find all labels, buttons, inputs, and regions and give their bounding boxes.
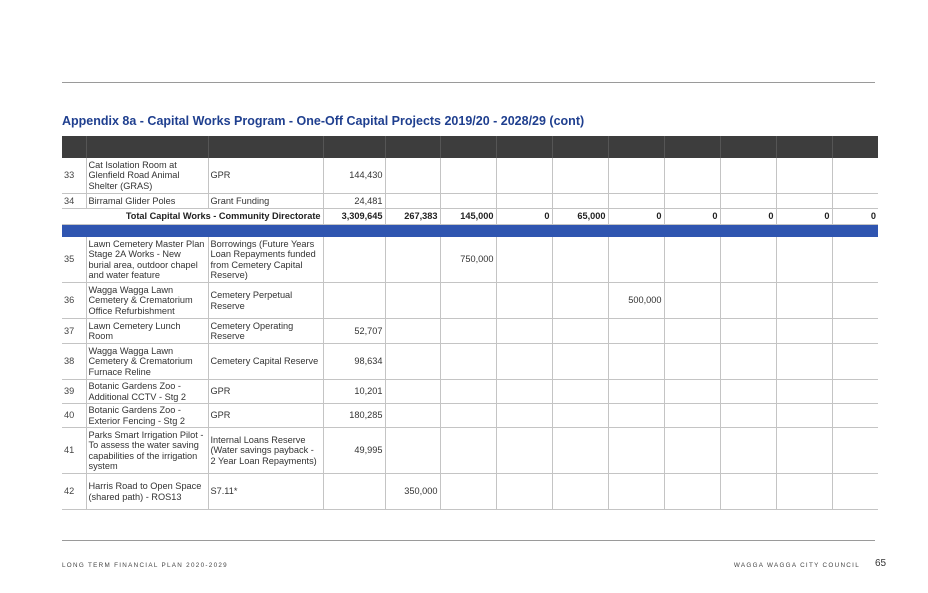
year-value [776, 428, 832, 474]
year-value [720, 194, 776, 209]
year-value [720, 237, 776, 283]
year-value [776, 344, 832, 380]
year-value [832, 158, 878, 194]
table-body [62, 136, 878, 510]
table-header-row [62, 136, 878, 158]
year-value [664, 474, 720, 510]
separator-cell [208, 225, 323, 238]
table-row [62, 158, 878, 194]
year-value [720, 474, 776, 510]
year-value: 750,000 [440, 237, 496, 283]
year-value: 10,201 [323, 380, 385, 404]
year-value [323, 474, 385, 510]
year-value [832, 319, 878, 344]
item-number: 33 [62, 158, 86, 194]
year-value [664, 158, 720, 194]
year-value [385, 344, 440, 380]
project-name: Wagga Wagga Lawn Cemetery & Crematorium Furnace Reline [86, 344, 208, 380]
separator-cell [720, 225, 776, 238]
year-value [664, 319, 720, 344]
funding-source: Grant Funding [208, 194, 323, 209]
year-value [385, 283, 440, 319]
year-value [552, 158, 608, 194]
year-value [496, 380, 552, 404]
year-value [385, 237, 440, 283]
separator-cell [323, 225, 385, 238]
item-number: 36 [62, 283, 86, 319]
year-value [608, 237, 664, 283]
separator-cell [385, 225, 440, 238]
year-value [552, 283, 608, 319]
separator-cell [608, 225, 664, 238]
year-value [720, 428, 776, 474]
year-value [832, 344, 878, 380]
year-value [608, 158, 664, 194]
project-name: Lawn Cemetery Master Plan Stage 2A Works - New burial area, outdoor chapel and water feature [86, 237, 208, 283]
year-value [552, 344, 608, 380]
year-value [720, 319, 776, 344]
item-number: 37 [62, 319, 86, 344]
table-row [62, 344, 878, 380]
year-value [496, 474, 552, 510]
year-value [385, 404, 440, 428]
year-value [323, 283, 385, 319]
year-value: 350,000 [385, 474, 440, 510]
year-value: 52,707 [323, 319, 385, 344]
table-row [62, 319, 878, 344]
year-value [776, 319, 832, 344]
year-value [323, 237, 385, 283]
separator-cell [496, 225, 552, 238]
year-value: 144,430 [323, 158, 385, 194]
project-name: Lawn Cemetery Lunch Room [86, 319, 208, 344]
funding-source: GPR [208, 404, 323, 428]
item-number: 35 [62, 237, 86, 283]
year-value [385, 428, 440, 474]
year-value [496, 344, 552, 380]
year-value [385, 319, 440, 344]
total-value: 0 [720, 209, 776, 225]
year-value [664, 380, 720, 404]
year-value [440, 428, 496, 474]
footer-council-name: WAGGA WAGGA CITY COUNCIL [733, 562, 860, 569]
table-row [62, 380, 878, 404]
year-value [385, 158, 440, 194]
page-title: Appendix 8a - Capital Works Program - One-Off Capital Projects 2019/20 - 2028/29 (cont) [62, 114, 585, 128]
year-value [776, 194, 832, 209]
table-row [62, 428, 878, 474]
year-value [776, 404, 832, 428]
year-value [552, 237, 608, 283]
year-value [832, 237, 878, 283]
project-name: Birramal Glider Poles [86, 194, 208, 209]
capital-works-table [62, 136, 878, 510]
year-value [440, 158, 496, 194]
year-value [832, 283, 878, 319]
year-value [832, 380, 878, 404]
funding-source: Internal Loans Reserve (Water savings payback - 2 Year Loan Repayments) [208, 428, 323, 474]
year-value [720, 283, 776, 319]
year-value [664, 404, 720, 428]
item-number: 42 [62, 474, 86, 510]
project-name: Botanic Gardens Zoo - Additional CCTV - Stg 2 [86, 380, 208, 404]
separator-cell [440, 225, 496, 238]
page-number: 65 [875, 558, 887, 569]
total-value: 0 [608, 209, 664, 225]
project-name: Cat Isolation Room at Glenfield Road Animal Shelter (GRAS) [86, 158, 208, 194]
year-value: 24,481 [323, 194, 385, 209]
year-value [720, 344, 776, 380]
year-value [440, 283, 496, 319]
year-value [608, 344, 664, 380]
year-value [440, 404, 496, 428]
year-value [608, 194, 664, 209]
year-value [440, 194, 496, 209]
year-value [664, 344, 720, 380]
year-value [608, 428, 664, 474]
year-value [720, 380, 776, 404]
total-value: 267,383 [385, 209, 440, 225]
project-name: Harris Road to Open Space (shared path) - ROS13 [86, 474, 208, 510]
item-number: 38 [62, 344, 86, 380]
year-value [664, 283, 720, 319]
total-value: 0 [664, 209, 720, 225]
year-value [776, 158, 832, 194]
year-value [720, 158, 776, 194]
year-value [440, 380, 496, 404]
total-value: 0 [776, 209, 832, 225]
year-value [385, 194, 440, 209]
funding-source: S7.11* [208, 474, 323, 510]
separator-cell [776, 225, 832, 238]
year-value [552, 404, 608, 428]
total-value: 0 [496, 209, 552, 225]
year-value [832, 404, 878, 428]
table-row [62, 283, 878, 319]
item-number: 40 [62, 404, 86, 428]
year-value [664, 237, 720, 283]
item-number: 41 [62, 428, 86, 474]
year-value [385, 380, 440, 404]
year-value [496, 404, 552, 428]
year-value [496, 237, 552, 283]
year-value [496, 319, 552, 344]
year-value [720, 404, 776, 428]
total-value: 145,000 [440, 209, 496, 225]
item-number: 39 [62, 380, 86, 404]
year-value [552, 474, 608, 510]
year-value [496, 194, 552, 209]
total-row [62, 209, 878, 225]
year-value [832, 194, 878, 209]
project-name: Parks Smart Irrigation Pilot - To assess the water saving capabilities of the irrigation system [86, 428, 208, 474]
item-number: 34 [62, 194, 86, 209]
year-value [608, 380, 664, 404]
table-row [62, 194, 878, 209]
year-value: 98,634 [323, 344, 385, 380]
year-value [776, 380, 832, 404]
year-value [664, 194, 720, 209]
separator-cell [86, 225, 208, 238]
funding-source: Cemetery Operating Reserve [208, 319, 323, 344]
year-value [496, 158, 552, 194]
separator-cell [552, 225, 608, 238]
year-value: 49,995 [323, 428, 385, 474]
funding-source: GPR [208, 380, 323, 404]
year-value [552, 319, 608, 344]
separator-cell [664, 225, 720, 238]
separator-cell [832, 225, 878, 238]
table-row [62, 474, 878, 510]
bottom-rule [62, 540, 875, 541]
year-value [552, 428, 608, 474]
separator-cell [62, 225, 86, 238]
year-value [776, 283, 832, 319]
funding-source: Cemetery Capital Reserve [208, 344, 323, 380]
total-value: 65,000 [552, 209, 608, 225]
funding-source: Borrowings (Future Years Loan Repayments funded from Cemetery Capital Reserve) [208, 237, 323, 283]
year-value [496, 283, 552, 319]
total-label: Total Capital Works - Community Directorate [62, 209, 323, 225]
year-value [552, 194, 608, 209]
project-name: Botanic Gardens Zoo - Exterior Fencing - Stg 2 [86, 404, 208, 428]
funding-source: Cemetery Perpetual Reserve [208, 283, 323, 319]
year-value [664, 428, 720, 474]
table-row [62, 237, 878, 283]
year-value [552, 380, 608, 404]
year-value [608, 404, 664, 428]
year-value [496, 428, 552, 474]
footer-document-title: LONG TERM FINANCIAL PLAN 2020-2029 [62, 562, 228, 569]
year-value: 180,285 [323, 404, 385, 428]
year-value [440, 319, 496, 344]
year-value [440, 474, 496, 510]
project-name: Wagga Wagga Lawn Cemetery & Crematorium Office Refurbishment [86, 283, 208, 319]
year-value: 500,000 [608, 283, 664, 319]
year-value [776, 237, 832, 283]
year-value [832, 474, 878, 510]
section-separator-row [62, 225, 878, 238]
total-value: 3,309,645 [323, 209, 385, 225]
table-row [62, 404, 878, 428]
year-value [440, 344, 496, 380]
funding-source: GPR [208, 158, 323, 194]
top-rule [62, 82, 875, 83]
year-value [608, 474, 664, 510]
year-value [832, 428, 878, 474]
total-value: 0 [832, 209, 878, 225]
year-value [608, 319, 664, 344]
year-value [776, 474, 832, 510]
